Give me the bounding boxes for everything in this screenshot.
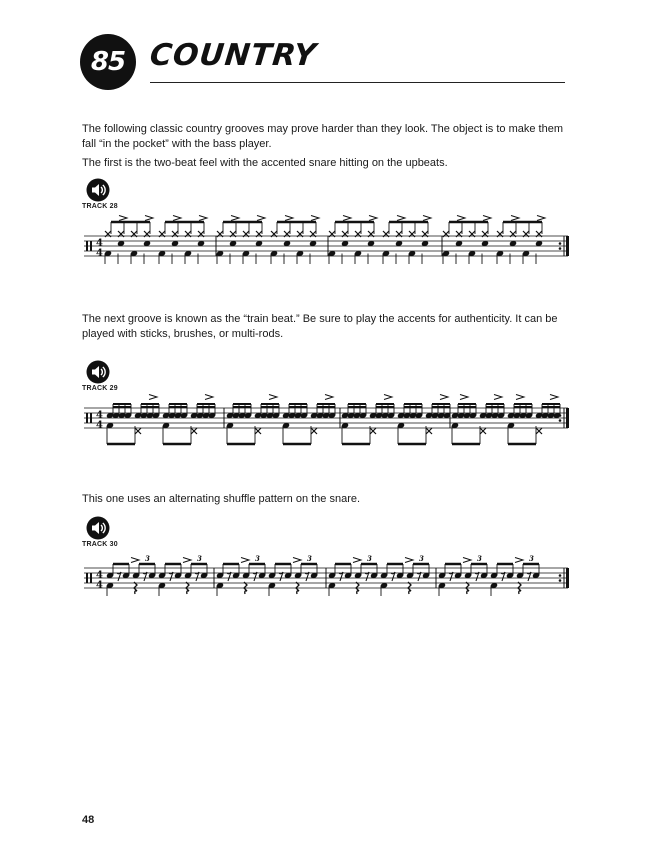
eighth-rest — [501, 572, 505, 581]
lesson-number: 85 — [90, 47, 126, 77]
triplet-label: 3 — [255, 554, 260, 563]
repeat-dot — [559, 579, 562, 582]
accent-mark — [550, 395, 558, 400]
percussion-clef — [90, 413, 92, 423]
accent-mark — [343, 216, 351, 221]
percussion-clef — [86, 573, 88, 583]
accent-mark — [285, 216, 293, 221]
eighth-rest — [527, 572, 531, 581]
page-number: 48 — [82, 814, 95, 826]
percussion-clef — [90, 241, 92, 251]
accent-mark — [241, 558, 249, 563]
intro-paragraph: The following classic country grooves may prove harder than they look. The object is to make them fall “in the pocket” with the bass player. — [82, 123, 563, 150]
repeat-dot — [559, 247, 562, 250]
cymbal-note — [311, 428, 317, 434]
percussion-clef — [90, 573, 92, 583]
accent-mark — [231, 216, 239, 221]
staff-track-29 — [80, 394, 572, 454]
accent-mark — [515, 558, 523, 563]
accent-mark — [119, 216, 127, 221]
accent-mark — [460, 395, 468, 400]
triplet-label: 3 — [477, 554, 482, 563]
triplet-label: 3 — [529, 554, 534, 563]
eighth-rest — [365, 572, 369, 581]
track-label: TRACK 29 — [82, 385, 118, 392]
accent-mark — [369, 216, 377, 221]
triplet-label: 3 — [197, 554, 202, 563]
accent-mark — [257, 216, 265, 221]
triplet-label: 3 — [145, 554, 150, 563]
percussion-clef — [86, 241, 88, 251]
two-beat-paragraph: The first is the two-beat feel with the accented snare hitting on the upbeats. — [82, 157, 448, 169]
track-28-button[interactable] — [82, 178, 132, 210]
accent-mark — [440, 395, 448, 400]
train-beat-paragraph: The next groove is known as the “train beat.” Be sure to play the accents for authenticity. It can be played with sticks, brushes, or multi-rods. — [82, 313, 558, 340]
accent-mark — [384, 395, 392, 400]
accent-mark — [199, 216, 207, 221]
accent-mark — [483, 216, 491, 221]
eighth-rest — [339, 572, 343, 581]
speaker-icon — [86, 360, 110, 384]
accent-mark — [397, 216, 405, 221]
accent-mark — [516, 395, 524, 400]
cymbal-note — [135, 428, 141, 434]
cymbal-note — [370, 428, 376, 434]
accent-mark — [511, 216, 519, 221]
eighth-rest — [169, 572, 173, 581]
accent-mark — [311, 216, 319, 221]
accent-mark — [145, 216, 153, 221]
cymbal-note — [255, 428, 261, 434]
accent-mark — [269, 395, 277, 400]
staff-track-30 — [80, 552, 572, 604]
time-signature-top: 4 — [96, 410, 103, 421]
lesson-number-badge — [80, 34, 136, 90]
accent-mark — [423, 216, 431, 221]
track-label: TRACK 28 — [82, 203, 118, 210]
time-signature-bottom: 4 — [96, 580, 103, 591]
accent-mark — [149, 395, 157, 400]
triplet-label: 3 — [419, 554, 424, 563]
staff-track-28 — [80, 214, 572, 280]
accent-mark — [205, 395, 213, 400]
eighth-rest — [279, 572, 283, 581]
eighth-rest — [305, 572, 309, 581]
track-30-button[interactable] — [82, 516, 132, 548]
eighth-rest — [195, 572, 199, 581]
accent-mark — [353, 558, 361, 563]
cymbal-note — [426, 428, 432, 434]
accent-mark — [463, 558, 471, 563]
cymbal-note — [480, 428, 486, 434]
accent-mark — [293, 558, 301, 563]
time-signature-bottom: 4 — [96, 420, 103, 431]
eighth-rest — [143, 572, 147, 581]
repeat-dot — [559, 419, 562, 422]
percussion-clef — [86, 413, 88, 423]
accent-mark — [405, 558, 413, 563]
shuffle-paragraph: This one uses an alternating shuffle pattern on the snare. — [82, 493, 361, 505]
eighth-rest — [391, 572, 395, 581]
eighth-rest — [475, 572, 479, 581]
eighth-rest — [417, 572, 421, 581]
cymbal-note — [536, 428, 542, 434]
repeat-bar-thick — [566, 568, 569, 588]
eighth-rest — [227, 572, 231, 581]
repeat-dot — [559, 242, 562, 245]
eighth-rest — [449, 572, 453, 581]
repeat-bar-thick — [566, 408, 569, 428]
eighth-rest — [253, 572, 257, 581]
time-signature-top: 4 — [96, 238, 103, 249]
time-signature-top: 4 — [96, 570, 103, 581]
title-rule — [150, 82, 565, 83]
cymbal-note — [191, 428, 197, 434]
track-label: TRACK 30 — [82, 541, 118, 548]
accent-mark — [494, 395, 502, 400]
speaker-icon — [86, 178, 110, 202]
repeat-bar-thick — [566, 236, 569, 256]
speaker-icon — [86, 516, 110, 540]
repeat-dot — [559, 574, 562, 577]
lesson-title: COUNTRY — [148, 38, 319, 73]
eighth-rest — [117, 572, 121, 581]
accent-mark — [183, 558, 191, 563]
accent-mark — [537, 216, 545, 221]
track-29-button[interactable] — [82, 360, 132, 392]
time-signature-bottom: 4 — [96, 248, 103, 259]
accent-mark — [457, 216, 465, 221]
accent-mark — [325, 395, 333, 400]
triplet-label: 3 — [307, 554, 312, 563]
triplet-label: 3 — [367, 554, 372, 563]
accent-mark — [173, 216, 181, 221]
accent-mark — [131, 558, 139, 563]
